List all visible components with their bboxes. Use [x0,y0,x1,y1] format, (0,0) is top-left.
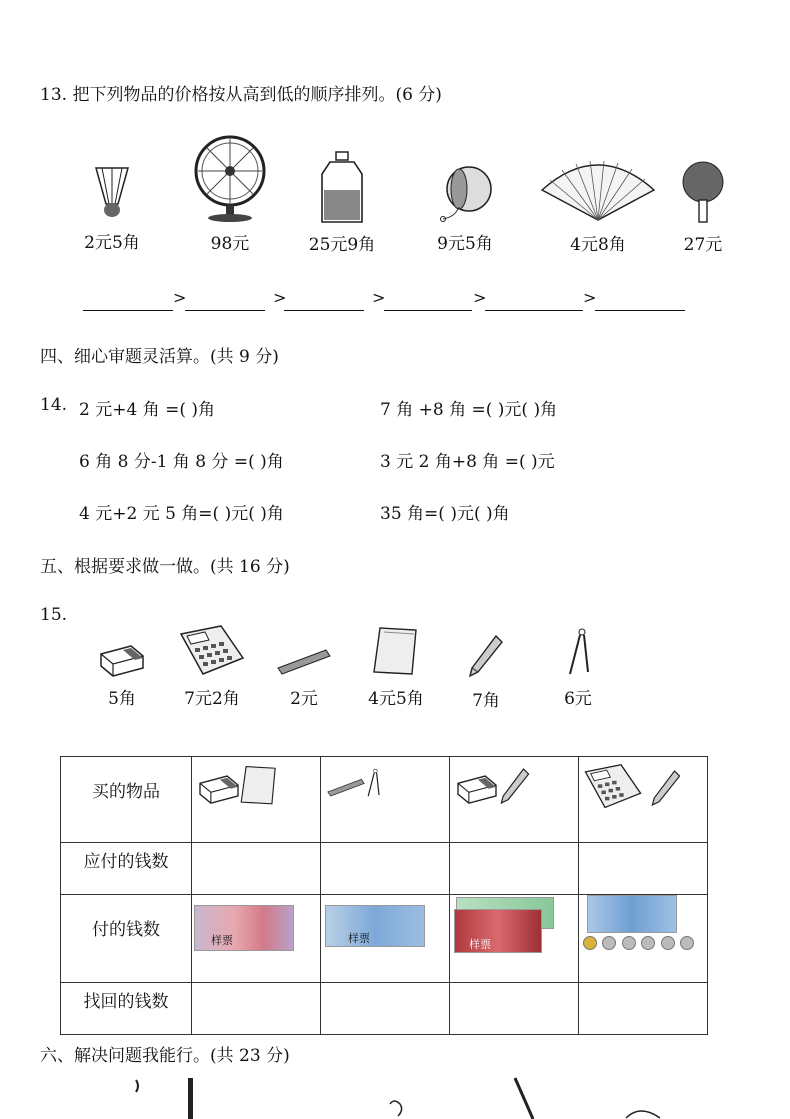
notebook-icon [238,765,280,807]
q14-row2-right: 3 元 2 角+8 角 =( )元 [380,452,555,472]
eraser-icon [97,636,147,678]
specimen-label: 样票 [211,934,233,947]
cell-paid-4 [579,895,708,983]
coin-icon [641,936,655,950]
folding-fan-icon [538,150,658,224]
q13-price: 25元9角 [308,235,376,255]
coin-icon [583,936,597,950]
banknote-10-icon [325,905,425,947]
pencil-icon [498,765,532,807]
coin-icon [622,936,636,950]
shuttlecock-icon [82,160,142,222]
calculator-icon [581,763,645,811]
answer-blank[interactable] [185,296,265,311]
gt-sign: > [273,288,287,307]
gt-sign: > [583,288,597,307]
q13-price: 9元5角 [437,234,493,254]
cell-items-3 [450,757,579,843]
cell-paid-3 [450,895,579,983]
q13-item-paddle [643,160,763,255]
answer-cell[interactable] [192,843,321,895]
answer-cell[interactable] [321,843,450,895]
banknote-100-icon [194,905,294,951]
coin-icon [661,936,675,950]
gt-sign: > [372,288,386,307]
answer-blank[interactable] [284,296,364,311]
banknote-10-icon [587,895,677,933]
cell-paid-2 [321,895,450,983]
answer-cell[interactable] [450,843,579,895]
cell-paid-1 [192,895,321,983]
q15-price: 7元2角 [184,689,240,709]
q14-row1-left: 2 元+4 角 =( )角 [79,400,215,420]
partial-illustration [380,1076,420,1119]
electric-fan-icon [190,133,270,223]
q14-row1-right: 7 角 +8 角 =( )元( )角 [380,400,558,420]
q15-price: 7角 [472,691,500,711]
q15-price: 6元 [564,689,592,709]
q13-price: 2元5角 [84,233,140,253]
answer-cell[interactable] [579,843,708,895]
q13-price: 4元8角 [570,235,626,255]
q15-price: 2元 [290,689,318,709]
pencil-icon [649,767,683,809]
answer-cell[interactable] [192,983,321,1035]
eraser-icon [454,767,500,805]
partial-illustration [620,1100,670,1119]
row-label-items: 买的物品 [61,757,192,843]
calculator-icon [177,624,247,678]
coin-icon [602,936,616,950]
compass-icon [361,765,385,801]
gt-sign: > [173,288,187,307]
row-label-due: 应付的钱数 [61,843,192,895]
q13-item-shuttlecock [52,160,172,253]
q14-row2-left: 6 角 8 分-1 角 8 分 =( )角 [79,452,284,472]
q13-price: 27元 [683,235,723,255]
q13-item-detergent [282,150,402,255]
partial-illustration [130,1076,250,1119]
section-5-title: 五、根据要求做一做。(共 16 分) [40,557,290,577]
q15-price: 5角 [108,689,136,709]
q14-row3-right: 35 角=( )元( )角 [380,504,510,524]
pencil-icon [466,632,506,680]
q14-number: 14. [40,395,68,415]
answer-blank[interactable] [384,296,472,311]
answer-cell[interactable] [321,983,450,1035]
answer-blank[interactable] [83,296,173,311]
coin-icon [680,936,694,950]
q13-price: 98元 [210,234,250,254]
compass-icon [558,626,598,678]
row-label-paid: 付的钱数 [61,895,192,983]
q13-text: 13. 把下列物品的价格按从高到低的顺序排列。(6 分) [40,85,442,105]
answer-blank[interactable] [595,296,685,311]
q13-item-fan [170,133,290,254]
q14-row3-left: 4 元+2 元 5 角=( )元( )角 [79,504,284,524]
yoyo-icon [435,163,495,223]
answer-blank[interactable] [485,296,583,311]
q15-table [60,756,708,1035]
specimen-label: 样票 [348,932,370,945]
q15-price: 4元5角 [368,689,424,709]
cell-items-1 [192,757,321,843]
row-label-change: 找回的钱数 [61,983,192,1035]
ruler-icon [274,644,334,678]
banknote-5-icon [454,909,542,953]
q15-item-compass [518,626,638,709]
answer-cell[interactable] [450,983,579,1035]
answer-cell[interactable] [579,983,708,1035]
specimen-label: 样票 [469,938,491,951]
cell-items-4 [579,757,708,843]
section-6-title: 六、解决问题我能行。(共 23 分) [40,1046,290,1066]
partial-illustration [505,1076,545,1119]
eraser-icon [196,767,242,805]
q13-item-yoyo [405,163,525,254]
coins-row [583,935,694,955]
q15-number: 15. [40,605,68,625]
cell-items-2 [321,757,450,843]
q13-item-folding-fan [538,150,658,255]
detergent-bottle-icon [312,150,372,224]
gt-sign: > [473,288,487,307]
notebook-icon [370,626,422,678]
section-4-title: 四、细心审题灵活算。(共 9 分) [40,347,279,367]
ping-pong-paddle-icon [678,160,728,224]
